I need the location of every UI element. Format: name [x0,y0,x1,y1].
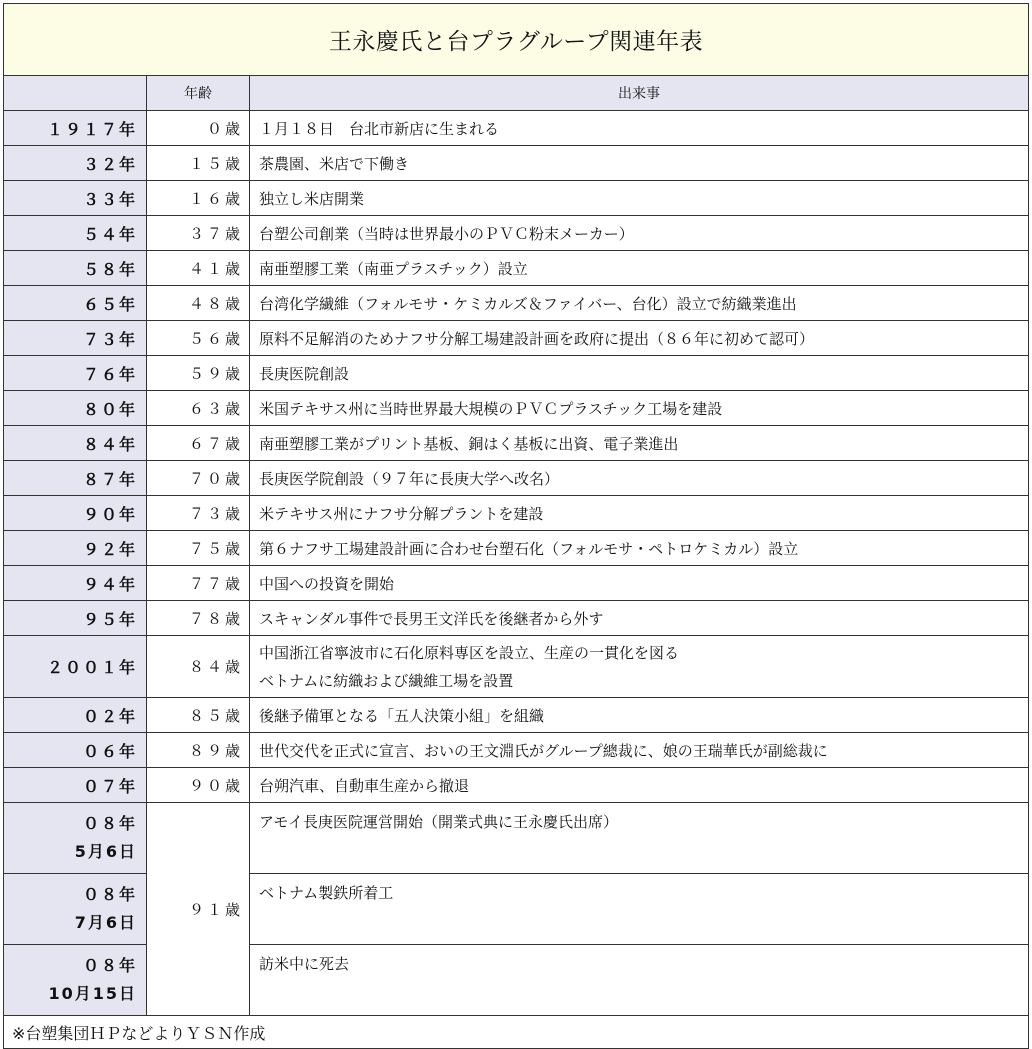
event-cell: 原料不足解消のためナフサ分解工場建設計画を政府に提出（８６年に初めて認可） [250,321,1029,356]
age-cell: ０歳 [147,111,250,146]
year-cell: ２００１年 [4,636,147,698]
event-cell: 茶農園、米店で下働き [250,146,1029,181]
year-text: ０８年 [82,814,137,833]
age-cell: ９１歳 [147,803,250,1016]
year-cell [4,874,147,945]
table-row [4,601,1029,636]
table-row [4,286,1029,321]
year-cell [4,803,147,874]
source-note: ※台塑集団ＨＰなどよりＹＳＮ作成 [4,1016,1029,1049]
year-cell: ５８年 [4,251,147,286]
date-text: 10月15日 [48,984,137,1003]
table-row [4,698,1029,733]
year-cell [4,945,147,1016]
age-cell: ８４歳 [147,636,250,698]
header-row [4,76,1029,111]
year-cell: ５４年 [4,216,147,251]
age-cell: ４１歳 [147,251,250,286]
year-cell: １９１７年 [4,111,147,146]
age-cell: ６７歳 [147,426,250,461]
year-cell: ９４年 [4,566,147,601]
event-cell: 台塑公司創業（当時は世界最小のＰＶＣ粉末メーカー） [250,216,1029,251]
age-cell: ６３歳 [147,391,250,426]
age-cell: ７０歳 [147,461,250,496]
event-cell: 長庚医学院創設（９７年に長庚大学へ改名） [250,461,1029,496]
table-row [4,356,1029,391]
date-text: 7月6日 [74,913,137,932]
date-text: 5月6日 [74,842,137,861]
age-cell: ５９歳 [147,356,250,391]
age-cell: １６歳 [147,181,250,216]
year-cell: ８４年 [4,426,147,461]
year-cell: ６５年 [4,286,147,321]
event-cell: アモイ長庚医院運営開始（開業式典に王永慶氏出席） [250,803,1029,874]
year-cell: ３２年 [4,146,147,181]
year-text: ０８年 [82,956,137,975]
page-title: 王永慶氏と台プラグループ関連年表 [4,4,1029,76]
event-cell: 台湾化学繊維（フォルモサ・ケミカルズ＆ファイバー、台化）設立で紡織業進出 [250,286,1029,321]
age-cell: １５歳 [147,146,250,181]
event-cell: ベトナム製鉄所着工 [250,874,1029,945]
table-row [4,733,1029,768]
header-event: 出来事 [250,76,1029,111]
event-cell: 米国テキサス州に当時世界最大規模のＰＶＣプラスチック工場を建設 [250,391,1029,426]
age-cell: ９０歳 [147,768,250,803]
event-line: 中国浙江省寧波市に石化原料専区を設立、生産の一貫化を図る [259,643,680,662]
table-row [4,181,1029,216]
event-cell: 長庚医院創設 [250,356,1029,391]
year-cell: ８７年 [4,461,147,496]
table-row [4,111,1029,146]
table-row [4,496,1029,531]
age-cell: ４８歳 [147,286,250,321]
age-cell: ３７歳 [147,216,250,251]
year-cell: ３３年 [4,181,147,216]
age-cell: ７７歳 [147,566,250,601]
event-cell: 訪米中に死去 [250,945,1029,1016]
year-cell: ９２年 [4,531,147,566]
event-cell: 独立し米店開業 [250,181,1029,216]
year-cell: ９０年 [4,496,147,531]
event-cell: 台朔汽車、自動車生産から撤退 [250,768,1029,803]
event-cell: １月１８日 台北市新店に生まれる [250,111,1029,146]
table-row [4,146,1029,181]
timeline-document [3,3,1028,1049]
year-cell: ０７年 [4,768,147,803]
event-cell: 第６ナフサ工場建設計画に合わせ台塑石化（フォルモサ・ペトロケミカル）設立 [250,531,1029,566]
timeline-table [3,3,1029,1049]
event-cell: 南亜塑膠工業（南亜プラスチック）設立 [250,251,1029,286]
event-line: ベトナムに紡織および繊維工場を設置 [259,671,514,690]
header-year [4,76,147,111]
year-cell: ７６年 [4,356,147,391]
table-row [4,531,1029,566]
event-cell: スキャンダル事件で長男王文洋氏を後継者から外す [250,601,1029,636]
age-cell: ５６歳 [147,321,250,356]
year-text: ０８年 [82,885,137,904]
event-cell [250,636,1029,698]
age-cell: ８５歳 [147,698,250,733]
header-age: 年齢 [147,76,250,111]
year-cell: ７３年 [4,321,147,356]
table-row [4,768,1029,803]
year-cell: ８０年 [4,391,147,426]
year-cell: ０２年 [4,698,147,733]
table-row [4,803,1029,874]
event-cell: 中国への投資を開始 [250,566,1029,601]
table-row [4,251,1029,286]
age-cell: ７３歳 [147,496,250,531]
event-cell: 世代交代を正式に宣言、おいの王文淵氏がグループ總裁に、娘の王瑞華氏が副総裁に [250,733,1029,768]
age-cell: ７８歳 [147,601,250,636]
event-cell: 後継予備軍となる「五人決策小組」を組織 [250,698,1029,733]
table-row [4,461,1029,496]
event-cell: 南亜塑膠工業がプリント基板、銅はく基板に出資、電子業進出 [250,426,1029,461]
year-cell: ０６年 [4,733,147,768]
table-row [4,391,1029,426]
table-row [4,216,1029,251]
table-row [4,566,1029,601]
table-row [4,321,1029,356]
event-cell: 米テキサス州にナフサ分解プラントを建設 [250,496,1029,531]
age-cell: ７５歳 [147,531,250,566]
year-cell: ９５年 [4,601,147,636]
table-row [4,636,1029,698]
age-cell: ８９歳 [147,733,250,768]
table-row [4,426,1029,461]
